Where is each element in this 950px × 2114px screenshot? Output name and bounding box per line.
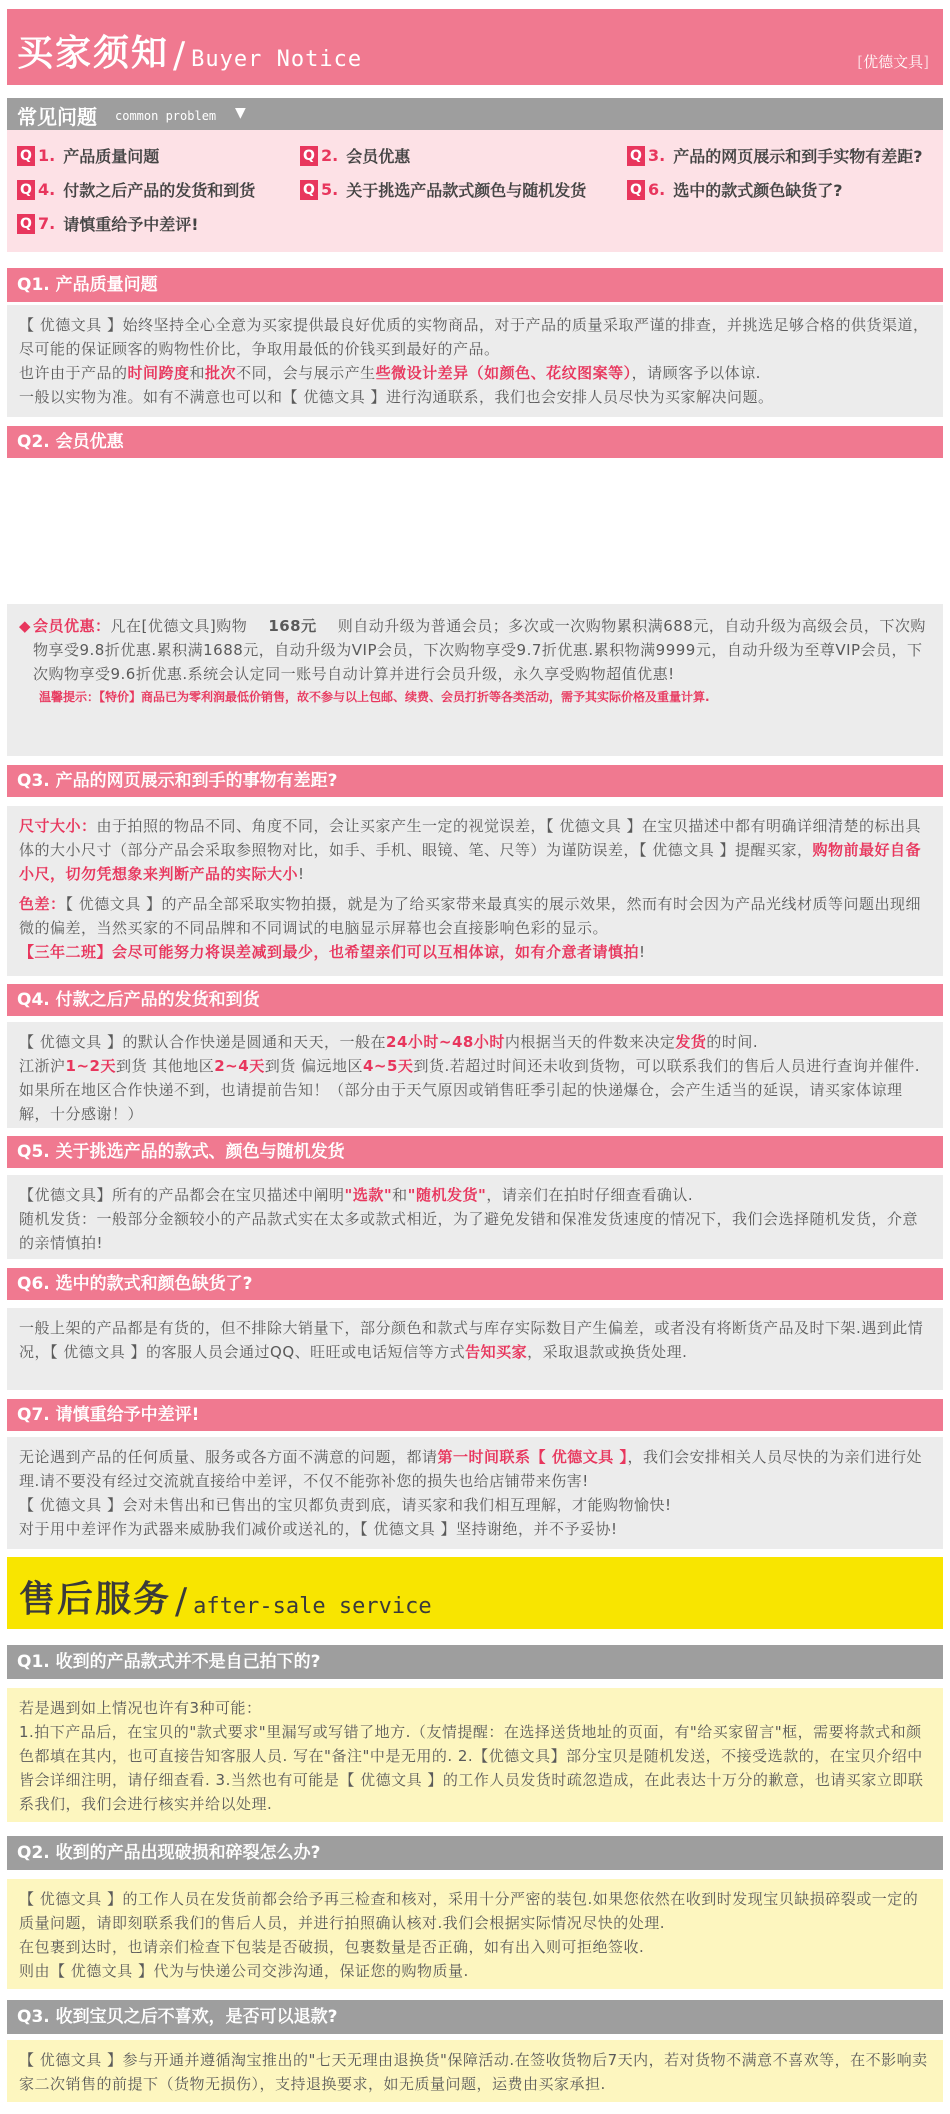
q5-header: [7, 1136, 943, 1168]
q6-body: [7, 1308, 943, 1390]
faq-item-label: 会员优惠: [346, 147, 411, 166]
q1-header: [7, 268, 943, 302]
q7-body: [7, 1437, 943, 1549]
q7-paragraph-2: 【 优德文具 】会对未售出和已售出的宝贝都负责到底，请买家和我们相互理解，才能购物愉快!: [19, 1496, 672, 1514]
q5-title: Q5. 关于挑选产品的款式、颜色与随机发货: [17, 1142, 345, 1162]
faq-header: [7, 98, 943, 130]
q7-paragraph-1: 无论遇到产品的任何质量、服务或各方面不满意的问题，都请第一时间联系【 优德文具 】，我们会安排相关人员尽快的为亲们进行处理.请不要没有经过交流就直接给中差评，不仅不能弥补您的损失也给店铺带来伤害!: [19, 1448, 922, 1490]
q6-paragraph: 一般上架的产品都是有货的，但不排除大销量下，部分颜色和款式与库存实际数目产生偏差，或者没有将断货产品及时下架.遇到此情况，【 优德文具 】的客服人员会通过QQ、旺旺或电话短信等方式告知买家，采取退款或换货处理.: [19, 1319, 924, 1361]
diamond-icon: ◆: [19, 617, 32, 635]
after-q3-header: [7, 2000, 943, 2034]
faq-item-4[interactable]: Q 4. 付款之后产品的发货和到货: [17, 178, 255, 201]
after-sale-title-cn: 售后服务: [19, 1579, 172, 1620]
after-sale-banner: [7, 1557, 943, 1629]
q5-paragraph-1: 【优德文具】所有的产品都会在宝贝描述中阐明"选款"和"随机发货"，请亲们在拍时仔细查看确认.: [19, 1186, 694, 1204]
q-badge-icon: Q: [627, 146, 645, 166]
faq-subtitle: common problem: [115, 109, 217, 123]
faq-item-6[interactable]: Q 6. 选中的款式颜色缺货了?: [627, 178, 843, 201]
q1-paragraph-1: 【 优德文具 】始终坚持全心全意为买家提供最良好优质的实物商品，对于产品的质量采取严谨的排查，并挑选足够合格的供货渠道，尽可能的保证顾客的购物性价比，争取用最低的价钱买到最好的产品。: [19, 316, 929, 358]
after-q1-paragraph-2: 1.拍下产品后，在宝贝的"款式要求"里漏写或写错了地方.（友情提醒：在选择送货地址的页面，有"给买家留言"框，需要将款式和颜色都填在其内，也可直接告知客服人员. 写在"备注"中是无用的. 2.【优德文具】部分宝贝是随机发送，不接受选款的，在宝贝介绍中皆会详细注明，请仔细查看. 3.当然也有可能是【 优德文具 】的工作人员发货时疏忽造成，在此表达十万分的歉意，也请买家立即联系我们，我们会进行核实并给以处理.: [19, 1723, 924, 1813]
q-badge-icon: Q: [300, 180, 318, 200]
q4-paragraph-1: 【 优德文具 】的默认合作快递是圆通和天天，一般在24小时~48小时内根据当天的件数来决定发货的时间.: [19, 1033, 759, 1051]
q2-header: [7, 426, 943, 458]
banner-shop-tag: [优德文具]: [857, 53, 929, 71]
q2-title: Q2. 会员优惠: [17, 432, 124, 452]
after-q1-header: [7, 1645, 943, 1679]
after-sale-title-en: after-sale service: [193, 1594, 432, 1619]
q4-title: Q4. 付款之后产品的发货和到货: [17, 990, 260, 1010]
q6-title: Q6. 选中的款式和颜色缺货了?: [17, 1274, 253, 1294]
banner-title-cn: 买家须知: [17, 33, 170, 74]
after-q2-header: [7, 1836, 943, 1870]
banner-shop-name: 优德文具: [863, 53, 924, 71]
after-q2-title: Q2. 收到的产品出现破损和碎裂怎么办?: [17, 1843, 321, 1863]
faq-item-7[interactable]: Q 7. 请慎重给予中差评!: [17, 212, 199, 235]
q3-title: Q3. 产品的网页展示和到手的事物有差距?: [17, 771, 338, 791]
after-q2-paragraph-3: 则由【 优德文具 】代为与快递公司交涉沟通，保证您的购物质量.: [19, 1962, 469, 1980]
faq-item-label: 请慎重给予中差评!: [63, 215, 199, 234]
after-q1-body: [7, 1688, 943, 1822]
q4-header: [7, 984, 943, 1016]
q1-title: Q1. 产品质量问题: [17, 275, 158, 295]
faq-item-label: 选中的款式颜色缺货了?: [673, 181, 843, 200]
q-badge-icon: Q: [627, 180, 645, 200]
q2-body: [7, 604, 943, 756]
faq-item-5[interactable]: Q 5. 关于挑选产品款式颜色与随机发货: [300, 178, 586, 201]
q-badge-icon: Q: [300, 146, 318, 166]
after-q2-body: [7, 1879, 943, 1989]
q1-paragraph-3: 一般以实物为准。如有不满意也可以和【 优德文具 】进行沟通联系，我们也会安排人员尽快为买家解决问题。: [19, 388, 774, 406]
q5-body: [7, 1175, 943, 1259]
after-q2-paragraph-2: 在包裹到达时，也请亲们检查下包装是否破损，包裹数量是否正确，如有出入则可拒绝签收.: [19, 1938, 645, 1956]
faq-title: 常见问题: [17, 105, 97, 129]
q2-member-text: ◆ 会员优惠：凡在[优德文具]购物 168元 则自动升级为普通会员；多次或一次购物累积满688元，自动升级为高级会员，下次购物享受9.8折优惠.累积满1688元，自动升级为VIP会员，下次购物享受9.7折优惠.累积物满9999元，自动升级为至尊VIP会员，下次购物享受9.6折优惠.系统会认定同一账号自动计算并进行会员升级，永久享受购物超值优惠!: [19, 614, 931, 686]
q7-title: Q7. 请慎重给予中差评!: [17, 1405, 200, 1425]
faq-item-3[interactable]: Q 3. 产品的网页展示和到手实物有差距?: [627, 144, 923, 167]
banner-slash: /: [173, 35, 186, 76]
q3-promise: 【三年二班】会尽可能努力将误差减到最少，也希望亲们可以互相体谅，如有介意者请慎拍!: [19, 943, 646, 961]
q6-header: [7, 1268, 943, 1300]
faq-item-1[interactable]: Q 1. 产品质量问题: [17, 144, 159, 167]
q7-header: [7, 1399, 943, 1431]
q4-body: [7, 1022, 943, 1128]
q4-paragraph-2: 江浙沪1~2天到货 其他地区2~4天到货 偏远地区4~5天到货.若超过时间还未收到货物，可以联系我们的售后人员进行查询并催件.如果所在地区合作快递不到，也请提前告知！（部分由于天气原因或销售旺季引起的快递爆仓，会产生适当的延误，请买家体谅理解，十分感谢！）: [19, 1057, 920, 1123]
after-sale-slash: /: [175, 1581, 188, 1622]
faq-item-label: 产品的网页展示和到手实物有差距?: [673, 147, 923, 166]
q1-body: [7, 305, 943, 417]
q-badge-icon: Q: [17, 146, 35, 166]
faq-panel: [7, 130, 943, 252]
q7-paragraph-3: 对于用中差评作为武器来威胁我们减价或送礼的，【 优德文具 】坚持谢绝，并不予妥协!: [19, 1520, 618, 1538]
q1-paragraph-2: 也许由于产品的时间跨度和批次不同，会与展示产生些微设计差异（如颜色、花纹图案等），请顾客予以体谅.: [19, 364, 761, 382]
q3-header: [7, 765, 943, 797]
faq-item-2[interactable]: Q 2. 会员优惠: [300, 144, 410, 167]
after-q3-title: Q3. 收到宝贝之后不喜欢，是否可以退款?: [17, 2007, 338, 2027]
faq-item-label: 付款之后产品的发货和到货: [63, 181, 256, 200]
faq-item-label: 产品质量问题: [63, 147, 160, 166]
q5-paragraph-2: 随机发货：一般部分金额较小的产品款式实在太多或款式相近，为了避免发错和保准发货速度的情况下，我们会选择随机发货，介意的亲情慎拍!: [19, 1210, 919, 1252]
faq-item-label: 关于挑选产品款式颜色与随机发货: [346, 181, 587, 200]
q3-size: 尺寸大小：由于拍照的物品不同、角度不同，会让买家产生一定的视觉误差，【 优德文具 】在宝贝描述中都有明确详细清楚的标出具体的大小尺寸（部分产品会采取参照物对比，如手、手机、眼镜、笔、尺等）为谨防误差，【 优德文具 】提醒买家，购物前最好自备小尺，切勿凭想象来判断产品的实际大小!: [19, 817, 922, 883]
q-badge-icon: Q: [17, 180, 35, 200]
after-sale-title: [19, 1571, 432, 1622]
buyer-notice-banner: [7, 9, 943, 85]
q-badge-icon: Q: [17, 214, 35, 234]
banner-title-en: Buyer Notice: [191, 47, 363, 72]
q2-tip: 温馨提示：【特价】商品已为零利润最低价销售，故不参与以上包邮、续费、会员打折等各类活动，需予其实际价格及重量计算.: [39, 690, 710, 704]
after-q1-paragraph-1: 若是遇到如上情况也许有3种可能：: [19, 1699, 262, 1717]
faq-dropdown-icon: ▼: [235, 105, 246, 121]
q3-body: [7, 806, 943, 976]
after-q1-title: Q1. 收到的产品款式并不是自己拍下的?: [17, 1652, 321, 1672]
after-q3-paragraph: 【 优德文具 】参与开通并遵循淘宝推出的"七天无理由退换货"保障活动.在签收货物后7天内，若对货物不满意不喜欢等，在不影响卖家二次销售的前提下（货物无损伤），支持退换要求，如无质量问题，运费由买家承担.: [19, 2051, 928, 2093]
banner-title: [17, 25, 362, 76]
after-q2-paragraph-1: 【 优德文具 】的工作人员在发货前都会给予再三检查和核对，采用十分严密的装包.如果您依然在收到时发现宝贝缺损碎裂或一定的质量问题，请即刻联系我们的售后人员，并进行拍照确认核对.我们会根据实际情况尽快的处理.: [19, 1890, 919, 1932]
after-q3-body: [7, 2040, 943, 2102]
q3-color: 色差：【 优德文具 】的产品全部采取实物拍摄，就是为了给买家带来最真实的展示效果，然而有时会因为产品光线材质等问题出现细微的偏差，当然买家的不同品牌和不同调试的电脑显示屏幕也会直接影响色彩的显示。: [19, 895, 922, 937]
